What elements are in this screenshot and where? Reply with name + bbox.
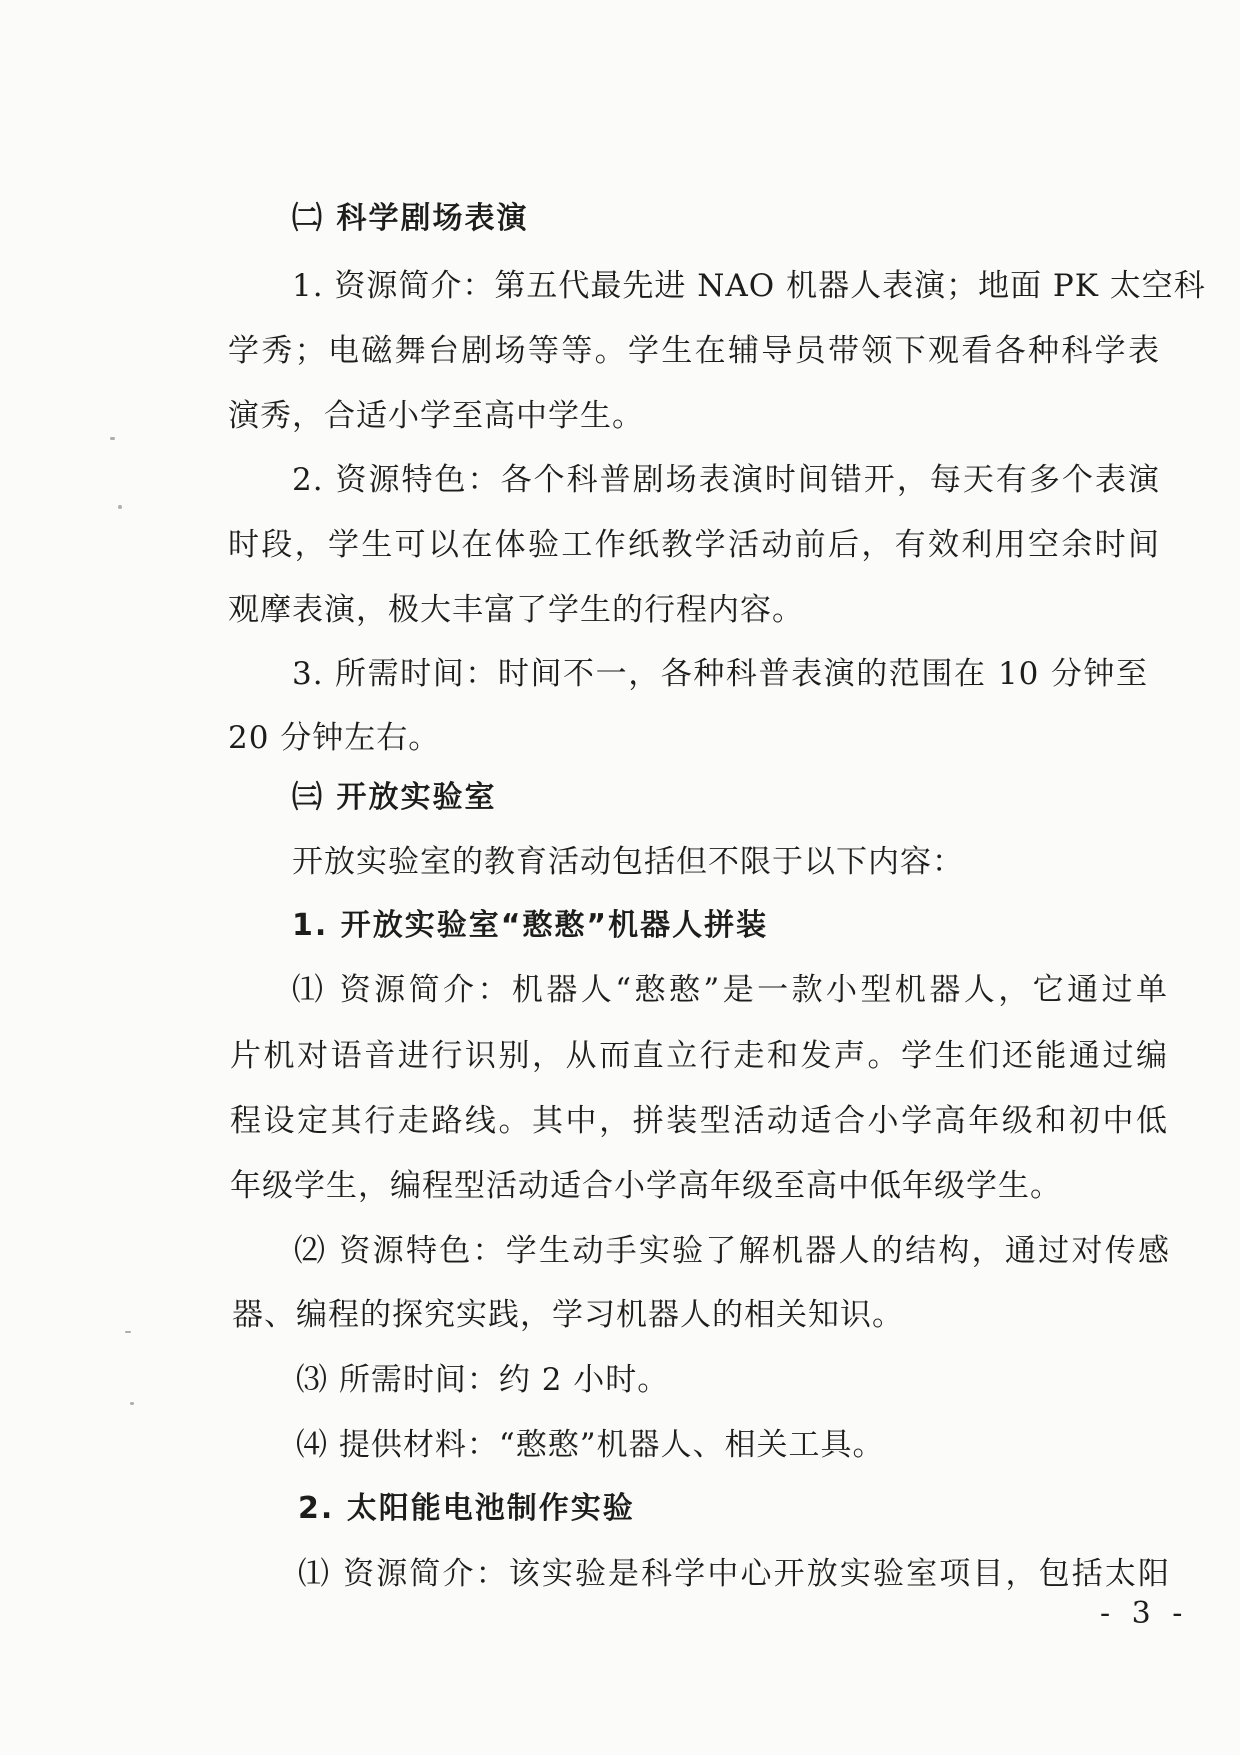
paragraph-line: 演秀，合适小学至高中学生。 <box>228 398 644 434</box>
scan-speck <box>130 1402 134 1405</box>
paragraph-line: 时段，学生可以在体验工作纸教学活动前后，有效利用空余时间 <box>228 527 1160 563</box>
paragraph-line: 1. 资源简介：第五代最先进 NAO 机器人表演；地面 PK 太空科 <box>292 268 1206 304</box>
paragraph-line: ⑴ 资源简介：机器人“憨憨”是一款小型机器人，它通过单 <box>292 972 1168 1008</box>
paragraph-line: 片机对语音进行识别，从而直立行走和发声。学生们还能通过编 <box>230 1038 1168 1074</box>
paragraph-line: 开放实验室的教育活动包括但不限于以下内容： <box>292 844 964 880</box>
paragraph-line: 程设定其行走路线。其中，拼装型活动适合小学高年级和初中低 <box>230 1103 1168 1139</box>
paragraph-line: 2. 资源特色：各个科普剧场表演时间错开，每天有多个表演 <box>292 462 1160 498</box>
paragraph-line: 20 分钟左右。 <box>228 720 441 756</box>
paragraph-line: ⑶ 所需时间：约 2 小时。 <box>296 1362 670 1398</box>
paragraph-line: ⑴ 资源简介：该实验是科学中心开放实验室项目，包括太阳 <box>298 1556 1170 1592</box>
subheading-solar-cell: 2. 太阳能电池制作实验 <box>298 1491 635 1526</box>
scan-speck <box>125 1331 131 1333</box>
paragraph-line: 观摩表演，极大丰富了学生的行程内容。 <box>228 592 804 628</box>
scan-speck <box>110 437 115 440</box>
page-number: - 3 - <box>1100 1596 1189 1631</box>
subheading-robot-assembly: 1. 开放实验室“憨憨”机器人拼装 <box>292 908 769 943</box>
paragraph-line: 3. 所需时间：时间不一，各种科普表演的范围在 10 分钟至 <box>292 656 1148 692</box>
section-heading-science-theater: ㈡ 科学剧场表演 <box>292 201 529 236</box>
paragraph-line: 器、编程的探究实践，学习机器人的相关知识。 <box>232 1297 904 1333</box>
paragraph-line: 学秀；电磁舞台剧场等等。学生在辅导员带领下观看各种科学表 <box>228 333 1160 369</box>
paragraph-line: ⑷ 提供材料：“憨憨”机器人、相关工具。 <box>296 1427 885 1463</box>
paragraph-line: ⑵ 资源特色：学生动手实验了解机器人的结构，通过对传感 <box>294 1233 1170 1269</box>
scan-speck <box>118 505 122 509</box>
paragraph-line: 年级学生，编程型活动适合小学高年级至高中低年级学生。 <box>230 1168 1062 1204</box>
section-heading-open-lab: ㈢ 开放实验室 <box>292 780 497 815</box>
